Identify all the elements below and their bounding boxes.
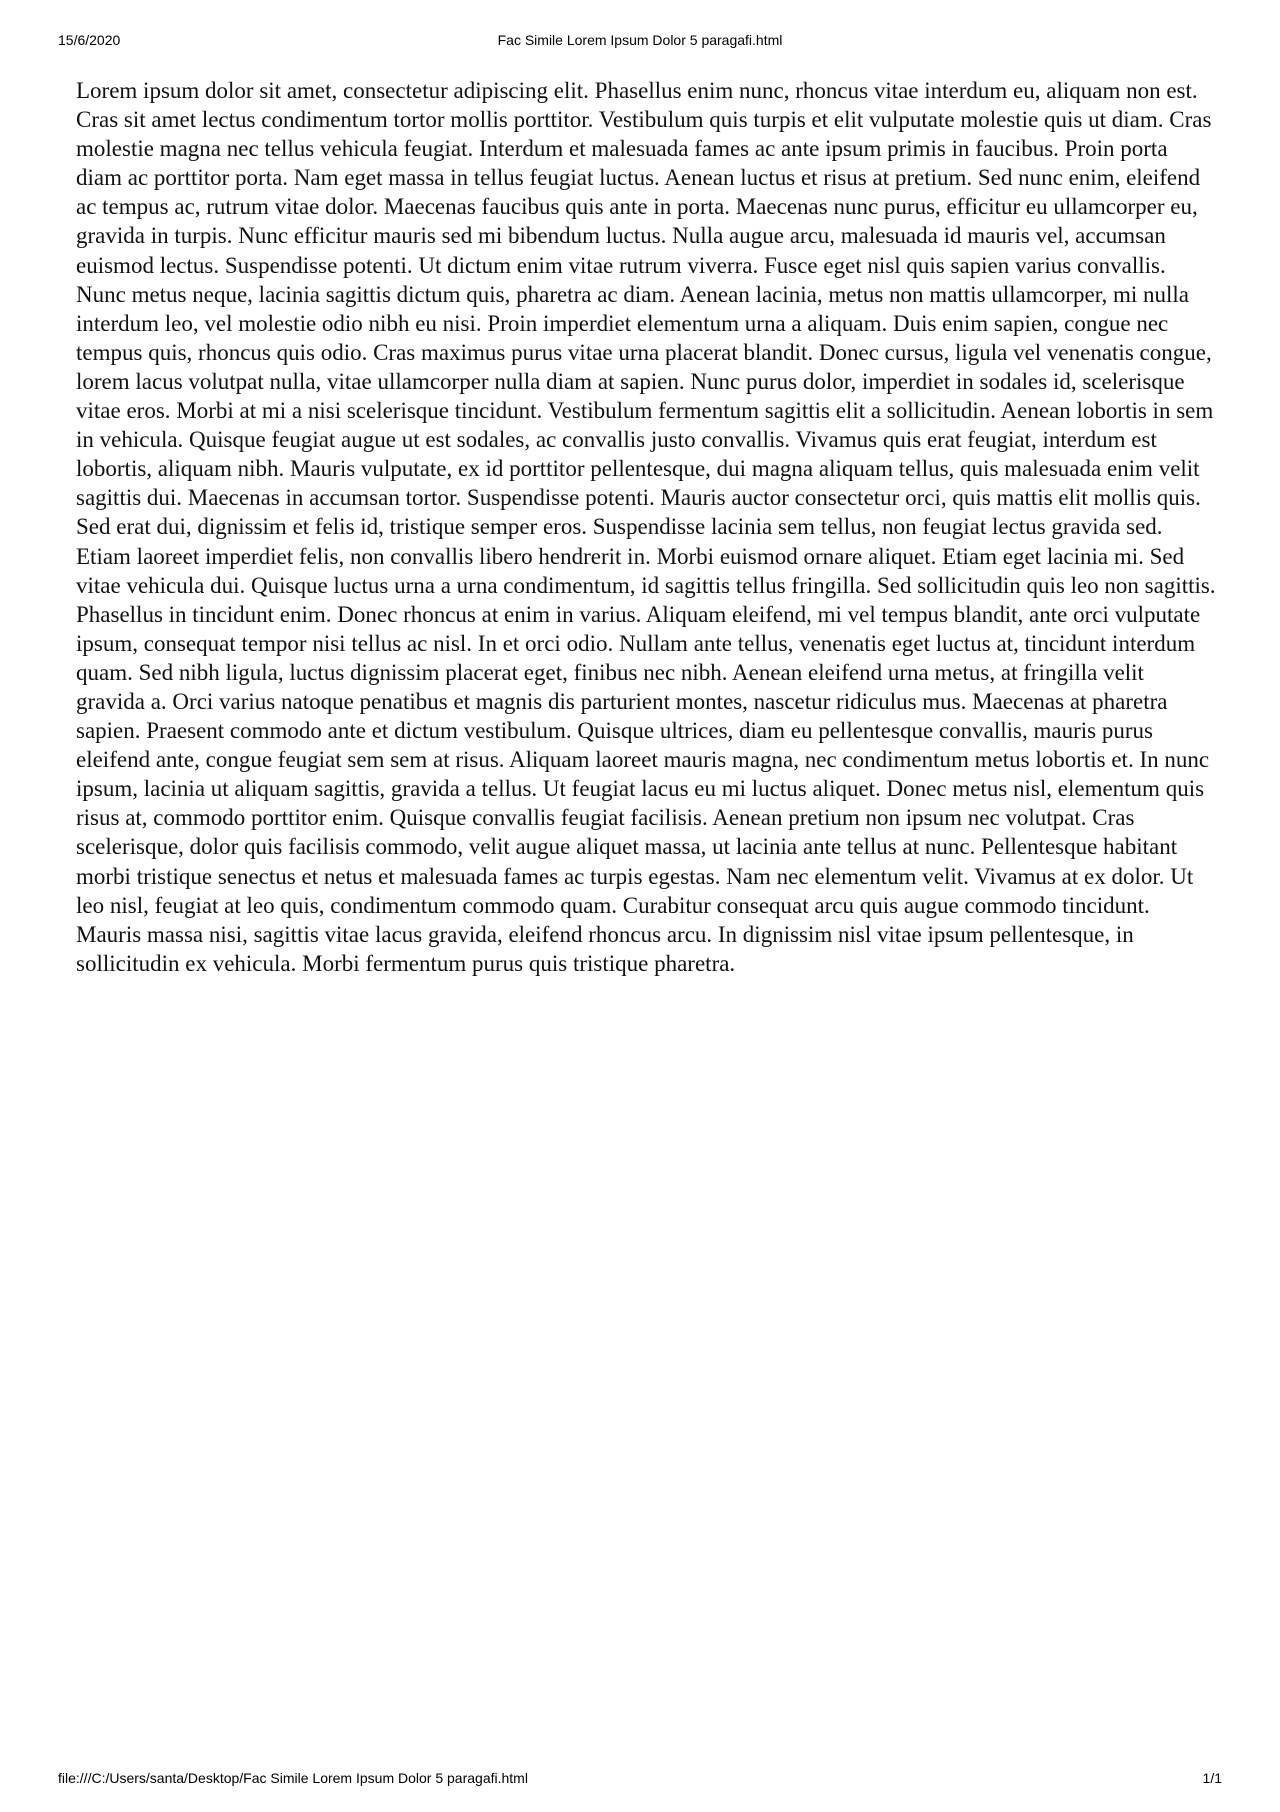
body-paragraph: Lorem ipsum dolor sit amet, consectetur adipiscing elit. Phasellus enim nunc, rhoncus vitae interdum eu, aliquam non est. Cras sit amet lectus condimentum tortor mollis porttitor. Vestibulum quis turpis et elit vulputate molestie quis ut diam. Cras molestie magna nec tellus vehicula feugiat. Interdum et malesuada fames ac ante ipsum primis in faucibus. Proin porta diam ac porttitor porta. Nam eget massa in tellus feugiat luctus. Aenean luctus et risus at pretium. Sed nunc enim, eleifend ac tempus ac, rutrum vitae dolor. Maecenas faucibus quis ante in porta. Maecenas nunc purus, efficitur eu ullamcorper eu, gravida in turpis. Nunc efficitur mauris sed mi bibendum luctus. Nulla augue arcu, malesuada id mauris vel, accumsan euismod lectus. Suspendisse potenti. Ut dictum enim vitae rutrum viverra. Fusce eget nisl quis sapien varius convallis. Nunc metus neque, lacinia sagittis dictum quis, pharetra ac diam. Aenean lacinia, metus non mattis ullamcorper, mi nulla interdum leo, vel molestie odio nibh eu nisi. Proin imperdiet elementum urna a aliquam. Duis enim sapien, congue nec tempus quis, rhoncus quis odio. Cras maximus purus vitae urna placerat blandit. Donec cursus, ligula vel venenatis congue, lorem lacus volutpat nulla, vitae ullamcorper nulla diam at sapien. Nunc purus dolor, imperdiet in sodales id, scelerisque vitae eros. Morbi at mi a nisi scelerisque tincidunt. Vestibulum fermentum sagittis elit a sollicitudin. Aenean lobortis in sem in vehicula. Quisque feugiat augue ut est sodales, ac convallis justo convallis. Vivamus quis erat feugiat, interdum est lobortis, aliquam nibh. Mauris vulputate, ex id porttitor pellentesque, dui magna aliquam tellus, quis malesuada enim velit sagittis dui. Maecenas in accumsan tortor. Suspendisse potenti. Mauris auctor consectetur orci, quis mattis elit mollis quis. Sed erat dui, dignissim et felis id, tristique semper eros. Suspendisse lacinia sem tellus, non feugiat lectus gravida sed. Etiam laoreet imperdiet felis, non convallis libero hendrerit in. Morbi euismod ornare aliquet. Etiam eget lacinia mi. Sed vitae vehicula dui. Quisque luctus urna a urna condimentum, id sagittis tellus fringilla. Sed sollicitudin quis leo non sagittis. Phasellus in tincidunt enim. Donec rhoncus at enim in varius. Aliquam eleifend, mi vel tempus blandit, ante orci vulputate ipsum, consequat tempor nisi tellus ac nisl. In et orci odio. Nullam ante tellus, venenatis eget luctus at, tincidunt interdum quam. Sed nibh ligula, luctus dignissim placerat eget, finibus nec nibh. Aenean eleifend urna metus, at fringilla velit gravida a. Orci varius natoque penatibus et magnis dis parturient montes, nascetur ridiculus mus. Maecenas at pharetra sapien. Praesent commodo ante et dictum vestibulum. Quisque ultrices, diam eu pellentesque convallis, mauris purus eleifend ante, congue feugiat sem sem at risus. Aliquam laoreet mauris magna, nec condimentum metus lobortis et. In nunc ipsum, lacinia ut aliquam sagittis, gravida a tellus. Ut feugiat lacus eu mi luctus aliquet. Donec metus nisl, elementum quis risus at, commodo porttitor enim. Quisque convallis feugiat facilisis. Aenean pretium non ipsum nec volutpat. Cras scelerisque, dolor quis facilisis commodo, velit augue aliquet massa, ut lacinia ante tellus at nunc. Pellentesque habitant morbi tristique senectus et netus et malesuada fames ac turpis egestas. Nam nec elementum velit. Vivamus at ex dolor. Ut leo nisl, feugiat at leo quis, condimentum commodo quam. Curabitur consequat arcu quis augue commodo tincidunt. Mauris massa nisi, sagittis vitae lacus gravida, eleifend rhoncus arcu. In dignissim nisl vitae ipsum pellentesque, in sollicitudin ex vehicula. Morbi fermentum purus quis tristique pharetra.: [76, 78, 1216, 976]
print-date: 15/6/2020: [58, 32, 121, 48]
page-number: 1/1: [1202, 1770, 1222, 1786]
print-footer: [58, 1770, 1222, 1790]
file-url: file:///C:/Users/santa/Desktop/Fac Simile Lorem Ipsum Dolor 5 paragafi.html: [58, 1770, 528, 1786]
print-header: [58, 32, 1222, 52]
document-title: Fac Simile Lorem Ipsum Dolor 5 paragafi.html: [497, 32, 783, 48]
